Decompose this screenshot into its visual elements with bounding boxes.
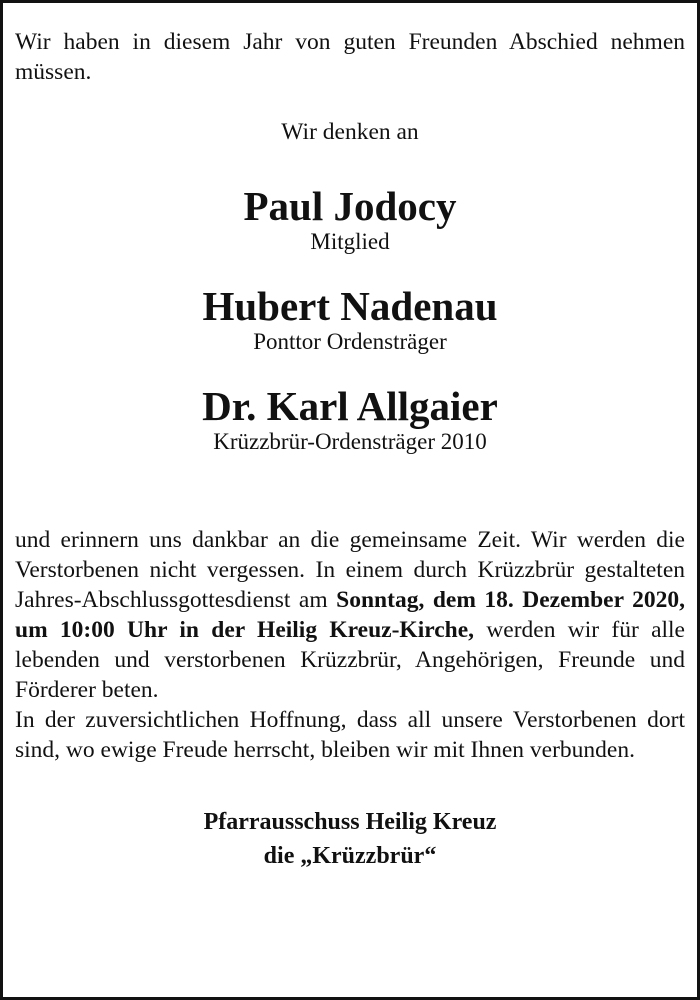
person-name: Paul Jodocy — [243, 183, 457, 229]
person-name: Dr. Karl Allgaier — [202, 383, 498, 429]
body-paragraph — [15, 525, 685, 705]
remembrance-line: Wir denken an — [281, 119, 419, 145]
person-role: Ponttor Ordensträger — [253, 329, 447, 354]
person-entry — [15, 283, 685, 355]
person-entry — [15, 183, 685, 255]
person-role: Krüzzbrür-Ordensträger 2010 — [213, 429, 487, 454]
service-date-location: Sonntag, dem 18. Dezember 2020, um 10:00 Uhr in der Heilig Kreuz-Kirche, — [15, 587, 685, 643]
signature-line-2: die „Krüzzbrür“ — [263, 843, 437, 869]
body-text — [15, 525, 685, 765]
body-text-start: und erinnern uns dankbar an die gemeinsame Zeit. Wir werden die Verstorbenen nicht vergessen. In einem durch Krüzzbrür gestalteten Jahres-Abschlussgottesdienst am — [15, 527, 685, 613]
body-paragraph: In der zuversichtlichen Hoffnung, dass all unsere Verstorbenen dort sind, wo ewige Freude herrscht, bleiben wir mit Ihnen verbunden. — [15, 707, 685, 763]
intro-text: Wir haben in diesem Jahr von guten Freunden Abschied nehmen müssen. — [15, 29, 685, 85]
signature — [15, 805, 685, 873]
body-text-end: werden wir für alle lebenden und verstorbenen Krüzzbrür, Angehörigen, Freunde und Förderer beten. — [15, 617, 685, 703]
signature-line-1: Pfarrausschuss Heilig Kreuz — [203, 809, 497, 835]
person-role: Mitglied — [310, 229, 390, 254]
person-entry — [15, 383, 685, 455]
person-name: Hubert Nadenau — [202, 283, 498, 329]
